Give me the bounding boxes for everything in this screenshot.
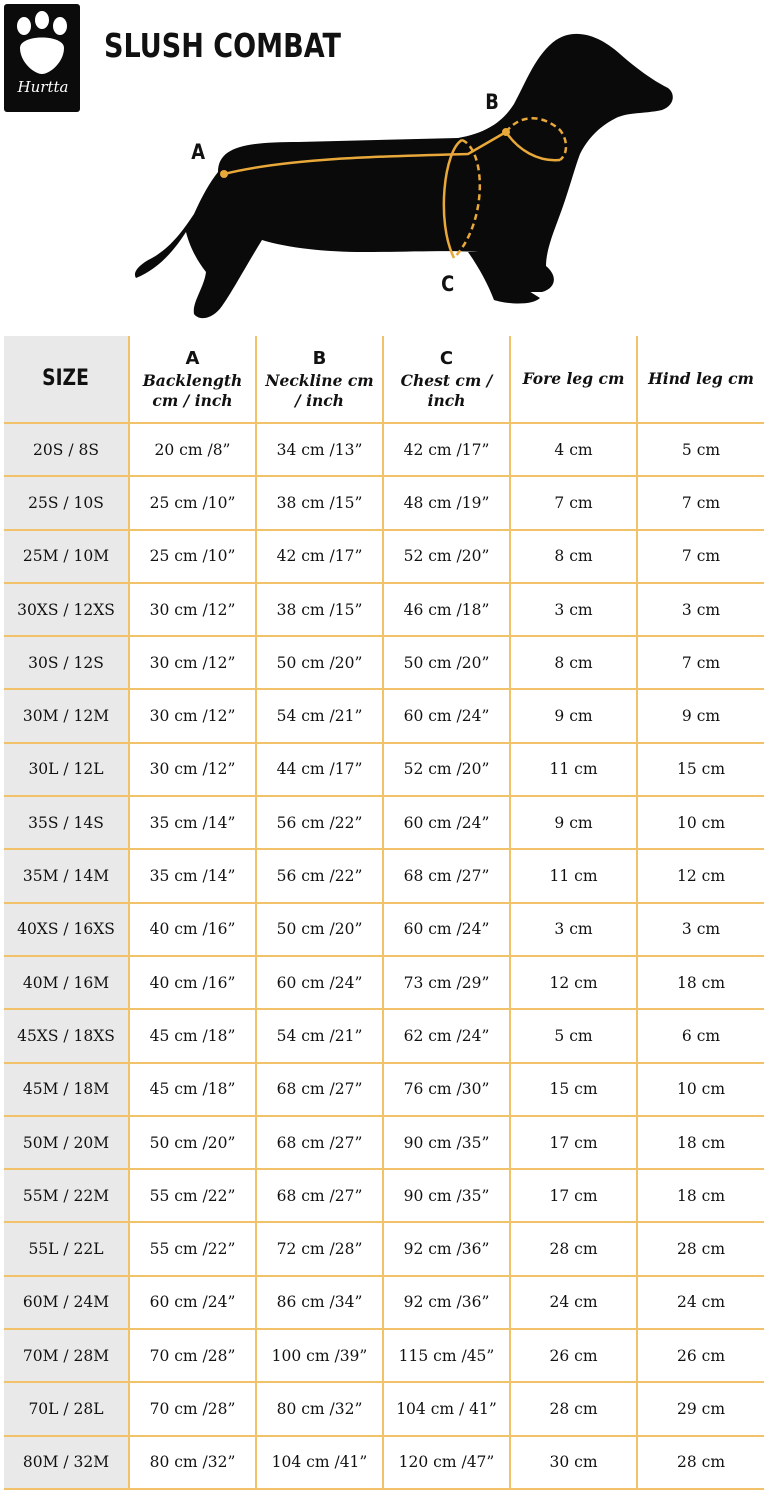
- chest-cell: 52 cm /20”: [383, 530, 510, 583]
- backlength-cell: 80 cm /32”: [129, 1436, 256, 1489]
- fore-leg-cell: 4 cm: [510, 423, 637, 476]
- size-cell: 30XS / 12XS: [4, 583, 129, 636]
- brand-logo: [4, 4, 80, 112]
- table-row: [4, 1436, 764, 1489]
- size-cell: 40XS / 16XS: [4, 903, 129, 956]
- fore-leg-cell: 9 cm: [510, 689, 637, 742]
- size-cell: 25M / 10M: [4, 530, 129, 583]
- fore-leg-cell: 11 cm: [510, 849, 637, 902]
- header-line2: inch: [427, 390, 466, 410]
- table-row: [4, 1063, 764, 1116]
- neckline-cell: 56 cm /22”: [256, 849, 383, 902]
- chest-cell: 46 cm /18”: [383, 583, 510, 636]
- chest-cell: 60 cm /24”: [383, 903, 510, 956]
- header-line1: Chest cm /: [400, 370, 493, 390]
- size-cell: 45M / 18M: [4, 1063, 129, 1116]
- fore-leg-cell: 5 cm: [510, 1009, 637, 1062]
- neckline-cell: 60 cm /24”: [256, 956, 383, 1009]
- table-row: [4, 849, 764, 902]
- size-cell: 20S / 8S: [4, 423, 129, 476]
- header-line1: Backlength: [142, 370, 243, 390]
- hind-leg-cell: 24 cm: [637, 1276, 764, 1329]
- table-row: [4, 903, 764, 956]
- backlength-cell: 50 cm /20”: [129, 1116, 256, 1169]
- product-title: SLUSH COMBAT: [104, 26, 342, 65]
- size-chart-table: [4, 336, 764, 1490]
- hind-leg-cell: 18 cm: [637, 956, 764, 1009]
- header-letter: C: [439, 348, 454, 370]
- hind-leg-cell: 15 cm: [637, 743, 764, 796]
- hind-leg-cell: 6 cm: [637, 1009, 764, 1062]
- chest-cell: 90 cm /35”: [383, 1116, 510, 1169]
- size-cell: 35M / 14M: [4, 849, 129, 902]
- size-cell: 55M / 22M: [4, 1169, 129, 1222]
- size-cell: 30S / 12S: [4, 636, 129, 689]
- table-row: [4, 743, 764, 796]
- backlength-cell: 60 cm /24”: [129, 1276, 256, 1329]
- chest-cell: 120 cm /47”: [383, 1436, 510, 1489]
- header-letter: A: [185, 348, 200, 370]
- header-backlength: [129, 336, 256, 423]
- table-row: [4, 636, 764, 689]
- chest-cell: 52 cm /20”: [383, 743, 510, 796]
- backlength-cell: 30 cm /12”: [129, 689, 256, 742]
- chest-cell: 92 cm /36”: [383, 1276, 510, 1329]
- hind-leg-cell: 26 cm: [637, 1329, 764, 1382]
- neckline-cell: 68 cm /27”: [256, 1169, 383, 1222]
- neckline-cell: 100 cm /39”: [256, 1329, 383, 1382]
- table-row: [4, 1009, 764, 1062]
- size-cell: 80M / 32M: [4, 1436, 129, 1489]
- fore-leg-cell: 26 cm: [510, 1329, 637, 1382]
- neckline-cell: 50 cm /20”: [256, 636, 383, 689]
- backlength-cell: 20 cm /8”: [129, 423, 256, 476]
- logo-text: Hurtta: [17, 78, 69, 96]
- size-cell: 40M / 16M: [4, 956, 129, 1009]
- hind-leg-cell: 12 cm: [637, 849, 764, 902]
- table-row: [4, 530, 764, 583]
- table-row: [4, 796, 764, 849]
- fore-leg-cell: 24 cm: [510, 1276, 637, 1329]
- header-hind-leg: Hind leg cm: [637, 336, 764, 423]
- fore-leg-cell: 28 cm: [510, 1382, 637, 1435]
- neckline-cell: 44 cm /17”: [256, 743, 383, 796]
- size-cell: 25S / 10S: [4, 476, 129, 529]
- size-cell: 45XS / 18XS: [4, 1009, 129, 1062]
- hind-leg-cell: 3 cm: [637, 583, 764, 636]
- backlength-cell: 30 cm /12”: [129, 743, 256, 796]
- neckline-cell: 68 cm /27”: [256, 1063, 383, 1116]
- hind-leg-cell: 3 cm: [637, 903, 764, 956]
- backlength-cell: 25 cm /10”: [129, 530, 256, 583]
- backlength-cell: 70 cm /28”: [129, 1382, 256, 1435]
- backlength-cell: 35 cm /14”: [129, 796, 256, 849]
- chest-cell: 115 cm /45”: [383, 1329, 510, 1382]
- hind-leg-cell: 28 cm: [637, 1222, 764, 1275]
- table-row: [4, 1116, 764, 1169]
- chest-cell: 90 cm /35”: [383, 1169, 510, 1222]
- backlength-cell: 45 cm /18”: [129, 1063, 256, 1116]
- fore-leg-cell: 9 cm: [510, 796, 637, 849]
- neckline-cell: 34 cm /13”: [256, 423, 383, 476]
- chest-cell: 42 cm /17”: [383, 423, 510, 476]
- hind-leg-cell: 7 cm: [637, 476, 764, 529]
- chest-cell: 48 cm /19”: [383, 476, 510, 529]
- header-chest: [383, 336, 510, 423]
- hind-leg-cell: 7 cm: [637, 530, 764, 583]
- backlength-cell: 40 cm /16”: [129, 903, 256, 956]
- table-row: [4, 689, 764, 742]
- chest-cell: 68 cm /27”: [383, 849, 510, 902]
- backlength-cell: 55 cm /22”: [129, 1169, 256, 1222]
- fore-leg-cell: 15 cm: [510, 1063, 637, 1116]
- neckline-cell: 42 cm /17”: [256, 530, 383, 583]
- backlength-cell: 25 cm /10”: [129, 476, 256, 529]
- chest-cell: 73 cm /29”: [383, 956, 510, 1009]
- table-row: [4, 1276, 764, 1329]
- backlength-cell: 45 cm /18”: [129, 1009, 256, 1062]
- chest-cell: 60 cm /24”: [383, 796, 510, 849]
- size-cell: 70L / 28L: [4, 1382, 129, 1435]
- neckline-cell: 56 cm /22”: [256, 796, 383, 849]
- hind-leg-cell: 29 cm: [637, 1382, 764, 1435]
- size-cell: 60M / 24M: [4, 1276, 129, 1329]
- fore-leg-cell: 7 cm: [510, 476, 637, 529]
- hind-leg-cell: 18 cm: [637, 1116, 764, 1169]
- chest-cell: 104 cm / 41”: [383, 1382, 510, 1435]
- backlength-cell: 30 cm /12”: [129, 583, 256, 636]
- header-size: SIZE: [4, 336, 129, 423]
- table-row: [4, 1382, 764, 1435]
- hind-leg-cell: 28 cm: [637, 1436, 764, 1489]
- backlength-cell: 55 cm /22”: [129, 1222, 256, 1275]
- fore-leg-cell: 3 cm: [510, 903, 637, 956]
- chest-cell: 60 cm /24”: [383, 689, 510, 742]
- backlength-cell: 35 cm /14”: [129, 849, 256, 902]
- size-cell: 35S / 14S: [4, 796, 129, 849]
- hind-leg-cell: 9 cm: [637, 689, 764, 742]
- size-cell: 30M / 12M: [4, 689, 129, 742]
- table-row: [4, 1169, 764, 1222]
- size-cell: 70M / 28M: [4, 1329, 129, 1382]
- hind-leg-cell: 10 cm: [637, 796, 764, 849]
- neckline-cell: 54 cm /21”: [256, 689, 383, 742]
- table-header-row: [4, 336, 764, 423]
- neckline-cell: 38 cm /15”: [256, 476, 383, 529]
- chest-cell: 50 cm /20”: [383, 636, 510, 689]
- fore-leg-cell: 17 cm: [510, 1169, 637, 1222]
- fore-leg-cell: 8 cm: [510, 530, 637, 583]
- neckline-cell: 38 cm /15”: [256, 583, 383, 636]
- fore-leg-cell: 28 cm: [510, 1222, 637, 1275]
- neckline-cell: 80 cm /32”: [256, 1382, 383, 1435]
- measure-label-b: B: [485, 90, 499, 114]
- fore-leg-cell: 3 cm: [510, 583, 637, 636]
- backlength-cell: 40 cm /16”: [129, 956, 256, 1009]
- table-row: [4, 1329, 764, 1382]
- size-cell: 55L / 22L: [4, 1222, 129, 1275]
- dog-silhouette: [135, 34, 673, 318]
- chest-cell: 92 cm /36”: [383, 1222, 510, 1275]
- neckline-cell: 68 cm /27”: [256, 1116, 383, 1169]
- fore-leg-cell: 12 cm: [510, 956, 637, 1009]
- neckline-cell: 72 cm /28”: [256, 1222, 383, 1275]
- fore-leg-cell: 8 cm: [510, 636, 637, 689]
- table-row: [4, 1222, 764, 1275]
- fore-leg-cell: 30 cm: [510, 1436, 637, 1489]
- fore-leg-cell: 17 cm: [510, 1116, 637, 1169]
- hind-leg-cell: 10 cm: [637, 1063, 764, 1116]
- header-fore-leg: Fore leg cm: [510, 336, 637, 423]
- header-line2: / inch: [295, 390, 344, 410]
- measure-label-a: A: [191, 140, 206, 164]
- neckline-cell: 86 cm /34”: [256, 1276, 383, 1329]
- measure-label-c: C: [441, 272, 455, 296]
- neckline-cell: 104 cm /41”: [256, 1436, 383, 1489]
- table-row: [4, 476, 764, 529]
- chest-cell: 62 cm /24”: [383, 1009, 510, 1062]
- dog-measurement-diagram: [128, 26, 678, 326]
- size-cell: 50M / 20M: [4, 1116, 129, 1169]
- neckline-cell: 50 cm /20”: [256, 903, 383, 956]
- table-row: [4, 956, 764, 1009]
- table-row: [4, 423, 764, 476]
- header-neckline: [256, 336, 383, 423]
- table-body: [4, 423, 764, 1489]
- table-row: [4, 583, 764, 636]
- backlength-cell: 30 cm /12”: [129, 636, 256, 689]
- hind-leg-cell: 18 cm: [637, 1169, 764, 1222]
- hind-leg-cell: 7 cm: [637, 636, 764, 689]
- chest-cell: 76 cm /30”: [383, 1063, 510, 1116]
- hind-leg-cell: 5 cm: [637, 423, 764, 476]
- size-cell: 30L / 12L: [4, 743, 129, 796]
- header-letter: B: [312, 348, 327, 370]
- backlength-start-dot: [220, 170, 228, 178]
- fore-leg-cell: 11 cm: [510, 743, 637, 796]
- header-line2: cm / inch: [152, 390, 233, 410]
- backlength-cell: 70 cm /28”: [129, 1329, 256, 1382]
- neckline-cell: 54 cm /21”: [256, 1009, 383, 1062]
- header-line1: Neckline cm: [265, 370, 374, 390]
